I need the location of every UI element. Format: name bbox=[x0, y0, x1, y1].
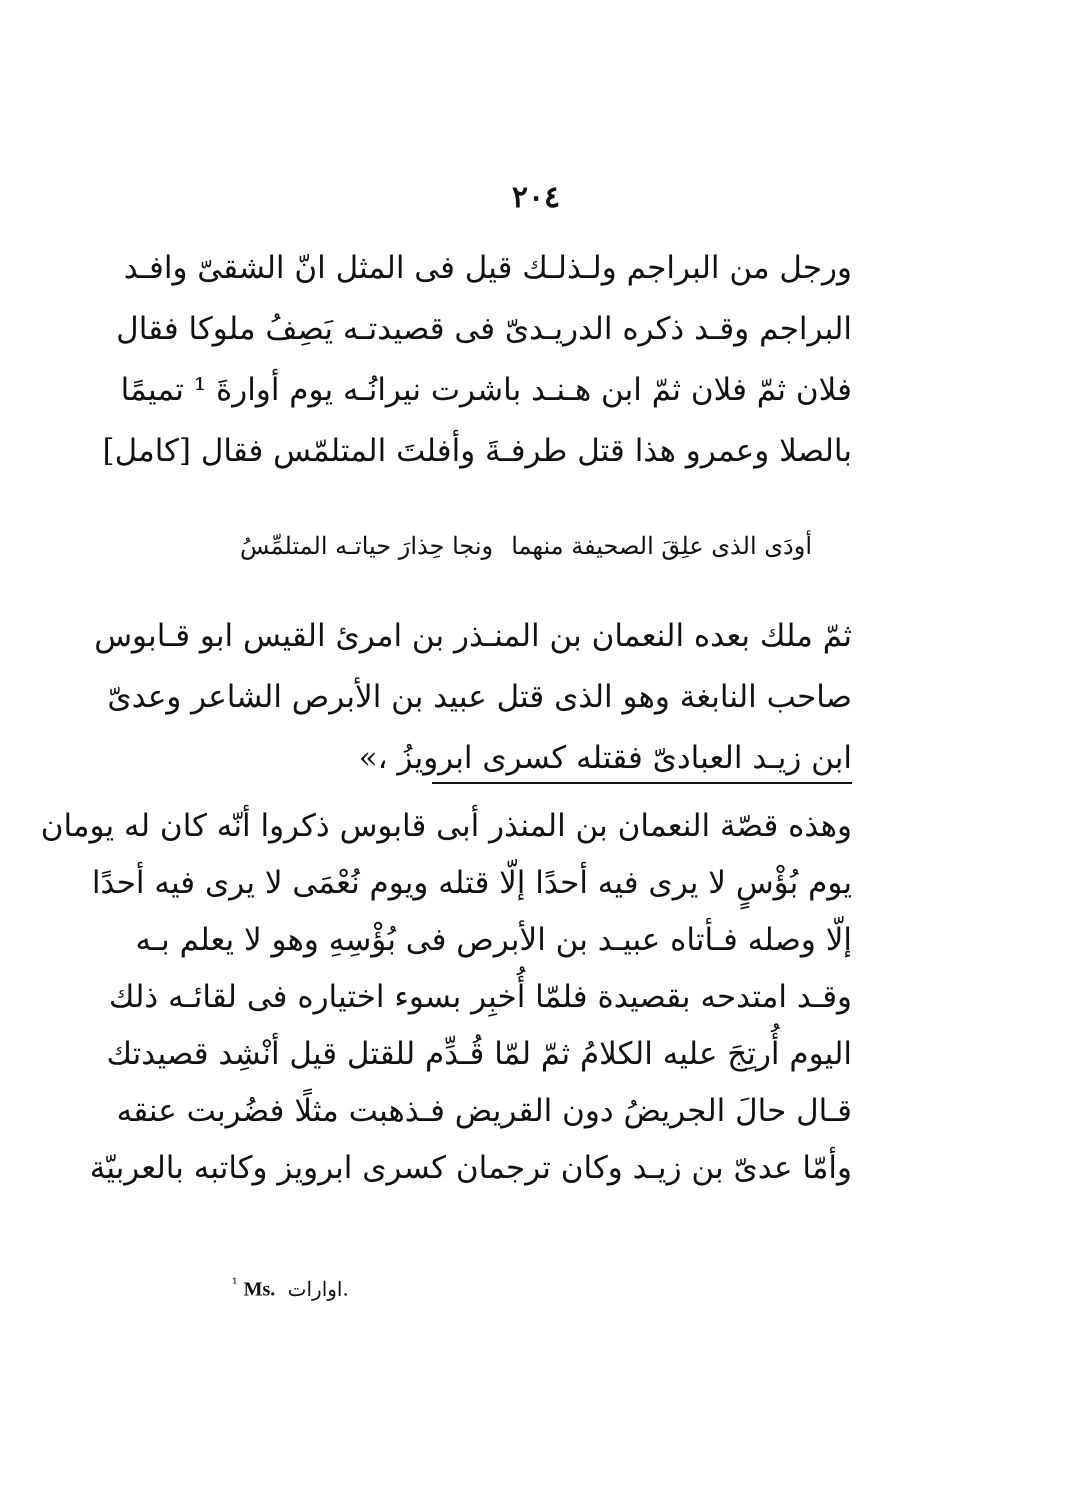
text-line: إلّا وصله فـأتاه عبيـد بن الأبرص فى بُؤْسِهِ وهو لا يعلم بـه bbox=[135, 922, 852, 958]
text-line: وهذه قصّة النعمان بن المنذر أبى قابوس ذكروا أنّه كان له يومان bbox=[40, 808, 852, 844]
verse-hemistich-first: أودَى الذى علِقَ الصحيفة منهما bbox=[511, 532, 812, 560]
text-line: وأمّا عدىّ بن زيـد وكان ترجمان كسرى ابرويز وكاتبه بالعربيّة bbox=[89, 1150, 852, 1186]
text-line: اليوم أُرتِجَ عليه الكلامُ ثمّ لمّا قُـدِّم للقتل قيل أنْشِد قصيدتك bbox=[106, 1036, 852, 1072]
text-line: ورجل من البراجم ولـذلـك قيل فى المثل انّ الشقىّ وافـد bbox=[123, 250, 852, 286]
paragraph-2 bbox=[94, 616, 852, 784]
footnote-word: اوارات bbox=[287, 1276, 343, 1301]
text-line: البراجم وقـد ذكره الدريـدىّ فى قصيدتـه يَصِفُ ملوكا فقال bbox=[116, 311, 852, 347]
footnote-marker: ¹ bbox=[232, 1276, 238, 1292]
text-line: ثمّ ملك بعده النعمان بن المنـذر بن امرئ القيس ابو قـابوس bbox=[94, 618, 852, 654]
page-number: ٢٠٤ bbox=[511, 180, 561, 215]
text-line-underlined: ابن زيـد العبادىّ فقتله كسرى ابرويزُ ،» bbox=[432, 738, 852, 784]
text-line: صاحب النابغة وهو الذى قتل عبيد بن الأبرص الشاعر وعدىّ bbox=[107, 679, 852, 715]
text-line: يوم بُؤْسٍ لا يرى فيه أحدًا إلّا قتله ويوم نُعْمَى لا يرى فيه أحدًا bbox=[91, 865, 852, 901]
verse-hemistich-second: ونجا حِذارَ حياتـه المتلمِّسُ bbox=[240, 532, 494, 560]
paragraph-1 bbox=[102, 248, 852, 492]
footnote-label: Ms. bbox=[243, 1278, 276, 1301]
poem-verse bbox=[240, 528, 812, 564]
text-line: فلان ثمّ فلان ثمّ ابن هـنـد باشرت نيرانُـه يوم أوارةَ ¹ تميمًا bbox=[120, 372, 852, 408]
text-line: بالصلا وعمرو هذا قتل طرفـةَ وأفلتَ المتلمّس فقال [كامل] bbox=[102, 433, 852, 469]
paragraph-3 bbox=[40, 806, 852, 1205]
text-line: قـال حالَ الجريضُ دون القريض فـذهبت مثلًا فضُربت عنقه bbox=[116, 1093, 852, 1129]
footnote: $^{^1}$ Ms. اوارات. bbox=[232, 1276, 349, 1301]
text-line: وقـد امتدحه بقصيدة فلمّا أُخبِر بسوء اختياره فى لقائـه ذلك bbox=[108, 979, 852, 1015]
